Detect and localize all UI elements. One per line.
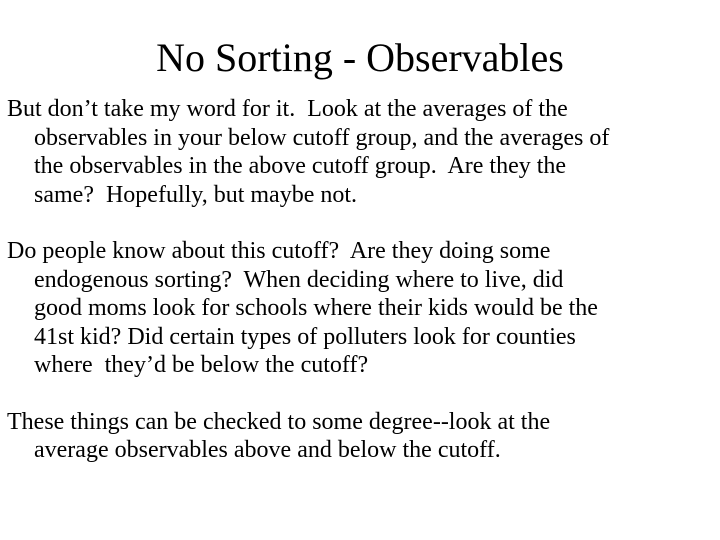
- paragraph-line: observables in your below cutoff group, and the averages of: [34, 124, 610, 151]
- paragraph-line: same? Hopefully, but maybe not.: [34, 181, 358, 208]
- slide-title: No Sorting - Observables: [156, 35, 564, 80]
- paragraph-line: where they’d be below the cutoff?: [34, 352, 369, 378]
- paragraph-line: These things can be checked to some degree--look at the: [7, 408, 551, 435]
- paragraph-line: 41st kid? Did certain types of polluters look for counties: [34, 323, 576, 350]
- paragraph-line: Do people know about this cutoff? Are they doing some: [7, 238, 551, 264]
- paragraph-line: the observables in the above cutoff group. Are they the: [34, 153, 567, 179]
- paragraph-averages: [7, 95, 713, 209]
- paragraph-line: But don’t take my word for it. Look at the averages of the: [7, 96, 568, 122]
- paragraph-line: endogenous sorting? When deciding where to live, did: [34, 266, 564, 293]
- paragraph-line: good moms look for schools where their kids would be the: [34, 295, 598, 321]
- slide-body: [7, 95, 713, 465]
- paragraph-checks: [7, 408, 713, 465]
- paragraph-sorting-questions: [7, 237, 713, 380]
- paragraph-line: average observables above and below the cutoff.: [34, 437, 501, 463]
